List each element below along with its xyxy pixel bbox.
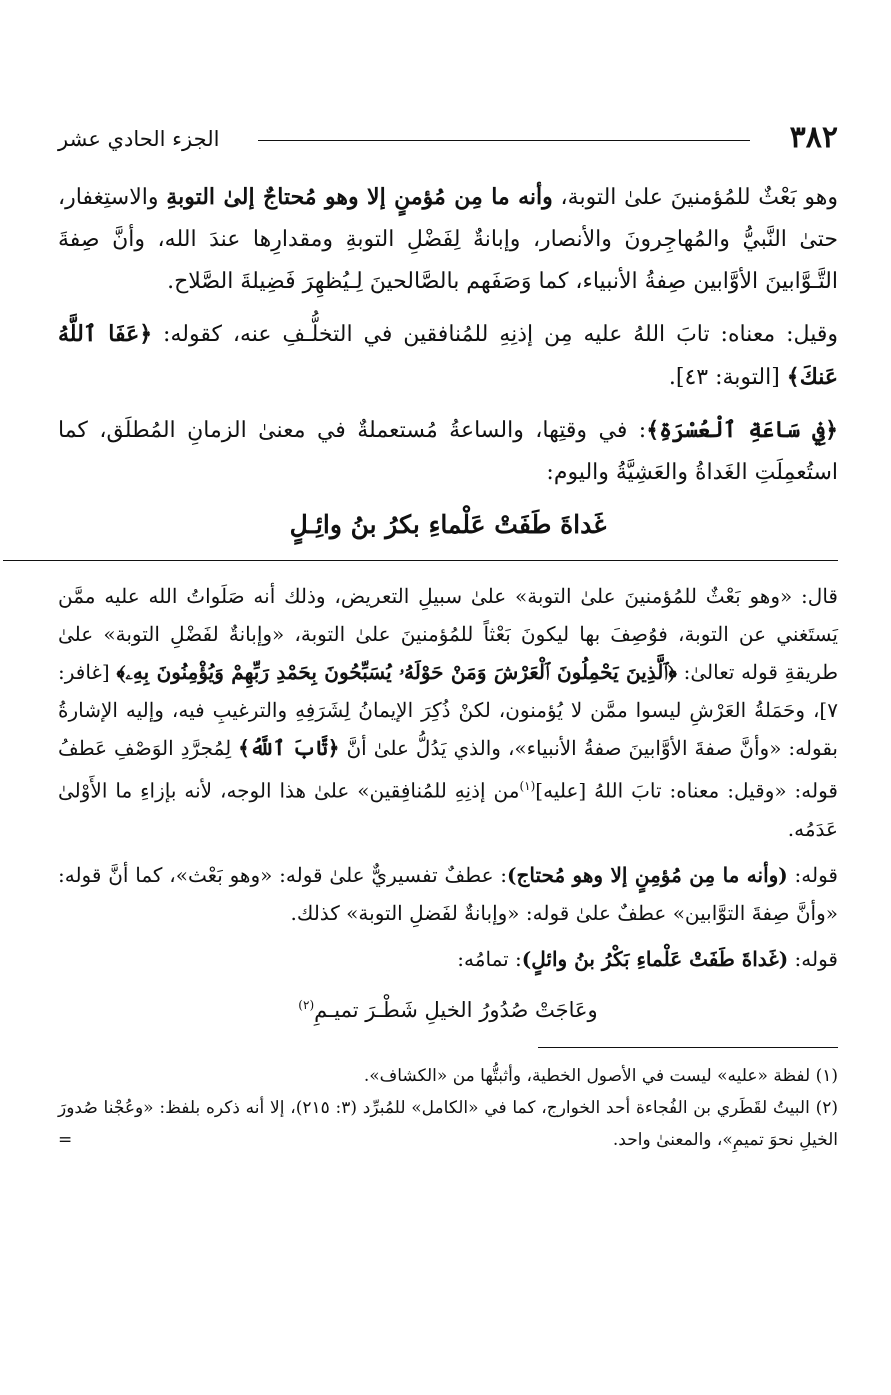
header-rule <box>258 140 750 141</box>
poetry-verse-2: وعَاجَتْ صُدُورُ الخيلِ شَطْـرَ تميـمِ$^{(٢)}$ <box>298 997 598 1022</box>
main-paragraph-1: وهو بَعْثٌ للمُؤمنينَ علىٰ التوبة، وأنه ما مِن مُؤمنٍ إلا وهو مُحتاجٌ إلىٰ التوبةِ والاستِغفار، حتىٰ النَّبيُّ والمُهاجِرونَ والأنصار، وإبانةٌ لِفَضْلِ التوبةِ ومقدارِها عندَ الله، وأنَّ صِفةَ التَّـوَّابينَ الأوَّابين صِفةُ الأنبياء، كما وَصَفَهم بالصَّالحينَ لِـيُظهِرَ فَضِيلةَ الصَّلاح. <box>58 184 839 294</box>
footnote-2: (٢) البيتُ لقَطَري بن الفُجاءة أحد الخوارج، كما في «الكامل» للمُبرِّد (٣: ٢١٥)، إلا أنه ذكره بلفظ: «وعُجْنا صُدورَ الخيلِ نحوَ تميمِ»، والمعنىٰ واحد. = <box>58 1092 838 1156</box>
quran-quote: ﴿ٱلَّذِينَ يَحْمِلُونَ ٱلْعَرْشَ وَمَنْ حَوْلَهُۥ يُسَبِّحُونَ بِحَمْدِ رَبِّهِمْ وَيُؤْمِنُونَ بِهِۦ﴾ <box>116 660 677 684</box>
bold-phrase: (وأنه ما مِن مُؤمِنٍ إلا وهو مُحتاج) <box>507 862 788 887</box>
section-divider <box>3 560 838 561</box>
commentary-paragraph-3: قوله: (غَداةَ طَفَتْ عَلْماءِ بَكْرُ بنُ وائلٍ): تمامُه: <box>457 946 838 971</box>
continuation-mark: = <box>58 1129 73 1150</box>
bold-phrase: وأنه ما مِن مُؤمنٍ إلا وهو مُحتاجٌ إلىٰ التوبةِ <box>166 184 553 210</box>
commentary-paragraph-2: قوله: (وأنه ما مِن مُؤمِنٍ إلا وهو مُحتاج): عطفٌ تفسيريٌّ علىٰ قوله: «وهو بَعْث»، كما أنَّ قوله: «وأنَّ صِفةَ التوَّابين» عطفٌ علىٰ قوله: «وإبانةٌ لفَضلِ التوبة» كذلك. <box>58 862 838 925</box>
quran-quote: ﴿تَّابَ ٱللَّهُ﴾ <box>238 736 340 760</box>
main-paragraph-2: وقيل: معناه: تابَ اللهُ عليه مِن إذنِهِ للمُنافقين في التخلُّـفِ عنه، كقوله: ﴿عَفَا ٱللَّهُ عَنكَ﴾ [التوبة: ٤٣]. <box>58 321 838 390</box>
footnote-marker: (١) <box>519 779 536 793</box>
main-text <box>58 176 838 546</box>
page-header <box>58 118 838 158</box>
poetry-verse: غَداةَ طَفَتْ عَلْماءِ بكرُ بنُ وائِـلٍ <box>289 510 607 539</box>
book-page <box>58 118 838 1156</box>
commentary <box>58 577 838 1029</box>
bold-phrase: (غَداةَ طَفَتْ عَلْماءِ بَكْرُ بنُ وائلٍ) <box>521 946 789 971</box>
main-paragraph-3: ﴿فِي سَاعَةِ ٱلْعُسْرَةِ﴾: في وقتِها، والساعةُ مُستعملةٌ في معنىٰ الزمانِ المُطلَق، كما استُعمِلَتِ الغَداةُ والعَشِيَّةُ واليوم: <box>58 417 838 485</box>
quran-quote: ﴿عَفَا ٱللَّهُ عَنكَ﴾ <box>58 321 838 390</box>
footnotes <box>58 1060 838 1156</box>
footnote-1: (١) لفظة «عليه» ليست في الأصول الخطية، وأثبتُّها من «الكشاف». <box>363 1065 838 1086</box>
quran-quote: ﴿فِي سَاعَةِ ٱلْعُسْرَةِ﴾ <box>646 417 838 443</box>
commentary-paragraph-1: قال: «وهو بَعْثٌ للمُؤمنينَ علىٰ التوبة» علىٰ سبيلِ التعريض، وذلك أنه صَلَواتُ الله عليه ممَّن يَستَغني عن التوبة، فوُصِفَ بها ليكونَ بَعْثاً للمُؤمنينَ علىٰ التوبة، «وإبانةٌ لفَضْلِ التوبة» علىٰ طريقةِ قوله تعالىٰ: ﴿ٱلَّذِينَ يَحْمِلُونَ ٱلْعَرْشَ وَمَنْ حَوْلَهُۥ يُسَبِّحُونَ بِحَمْدِ رَبِّهِمْ وَيُؤْمِنُونَ بِهِۦ﴾ [غافر: ٧]، وحَمَلةُ العَرْشِ ليسوا ممَّن لا يُؤمنون، لكنْ ذُكِرَ الإيمانُ لِشَرَفِهِ والترغيبِ فيه، وإليه الإشارةُ بقوله: «وأنَّ صفةَ الأوَّابينَ صفةُ الأنبياء»، والذي يَدُلُّ علىٰ أنَّ ﴿تَّابَ ٱللَّهُ﴾ لِمُجرَّدِ الوَصْفِ عَطفُ قوله: «وقيل: معناه: تابَ اللهُ [عليه]$^{(١)}$من إذنِهِ للمُنافِقين» علىٰ هذا الوجه، لأنه بإزاءِ ما الأَوْلىٰ عَدَمُه. <box>58 584 839 841</box>
footnote-marker: (٢) <box>298 997 315 1012</box>
footnote-rule <box>538 1047 838 1048</box>
page-number: ٣٨٢ <box>789 120 838 155</box>
part-title: الجزء الحادي عشر <box>58 127 220 151</box>
